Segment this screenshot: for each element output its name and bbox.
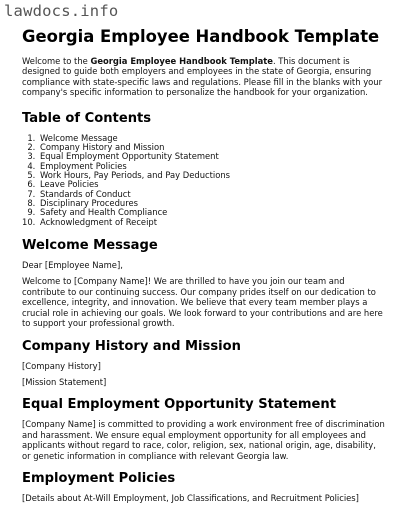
- toc-item: 10. Acknowledgment of Receipt: [38, 218, 387, 227]
- policies-heading: Employment Policies: [22, 470, 176, 486]
- toc-item: 3. Equal Employment Opportunity Statement: [38, 152, 387, 161]
- intro-suffix: . This document is designed to guide both employers and employees in the state of Georgia, ensuring compliance with state-specific laws and regulations. Please fill in the blanks with your company's specific information to personalize the handbook for your organization.: [22, 56, 383, 98]
- toc-item: 7. Standards of Conduct: [38, 190, 387, 199]
- toc-item: 5. Work Hours, Pay Periods, and Pay Deductions: [38, 171, 387, 180]
- site-watermark: lawdocs.info: [4, 2, 119, 20]
- toc-item: 1. Welcome Message: [38, 134, 387, 143]
- toc-item: 6. Leave Policies: [38, 180, 387, 189]
- document-page: [22, 27, 387, 503]
- toc-heading: Table of Contents: [22, 110, 152, 126]
- toc-item: 4. Employment Policies: [38, 162, 387, 171]
- toc-list: [22, 134, 387, 227]
- toc-item: 9. Safety and Health Compliance: [38, 208, 387, 217]
- policies-body: [Details about At-Will Employment, Job Classifications, and Recruitment Policies]: [22, 492, 359, 503]
- document-title: Georgia Employee Handbook Template: [22, 27, 380, 46]
- eeo-heading: Equal Employment Opportunity Statement: [22, 397, 337, 413]
- welcome-greeting: Dear [Employee Name],: [22, 260, 123, 271]
- history-placeholder: [Company History]: [22, 360, 101, 371]
- toc-item: 8. Disciplinary Procedures: [38, 199, 387, 208]
- eeo-body: [Company Name] is committed to providing a work environment free of discrimination and harassment. We ensure equal employment opportunity for all employees and applicants without regard to race, color, religion, sex, national origin, age, disability, or genetic information in compliance with relevant Georgia law.: [22, 419, 385, 461]
- intro-prefix: Welcome to the: [22, 56, 91, 66]
- welcome-body: Welcome to [Company Name]! We are thrilled to have you join our team and contribute to our continuing success. Our company prides itself on our dedication to excellence, integrity, and innovation. We believe that every team member plays a crucial role in achieving our goals. We look forward to your contributions and are here to support your professional growth.: [22, 276, 383, 329]
- intro-bold-title: Georgia Employee Handbook Template: [90, 56, 273, 66]
- history-heading: Company History and Mission: [22, 338, 241, 354]
- intro-paragraph: [22, 56, 387, 98]
- welcome-heading: Welcome Message: [22, 238, 158, 254]
- mission-placeholder: [Mission Statement]: [22, 376, 107, 387]
- toc-item: 2. Company History and Mission: [38, 143, 387, 152]
